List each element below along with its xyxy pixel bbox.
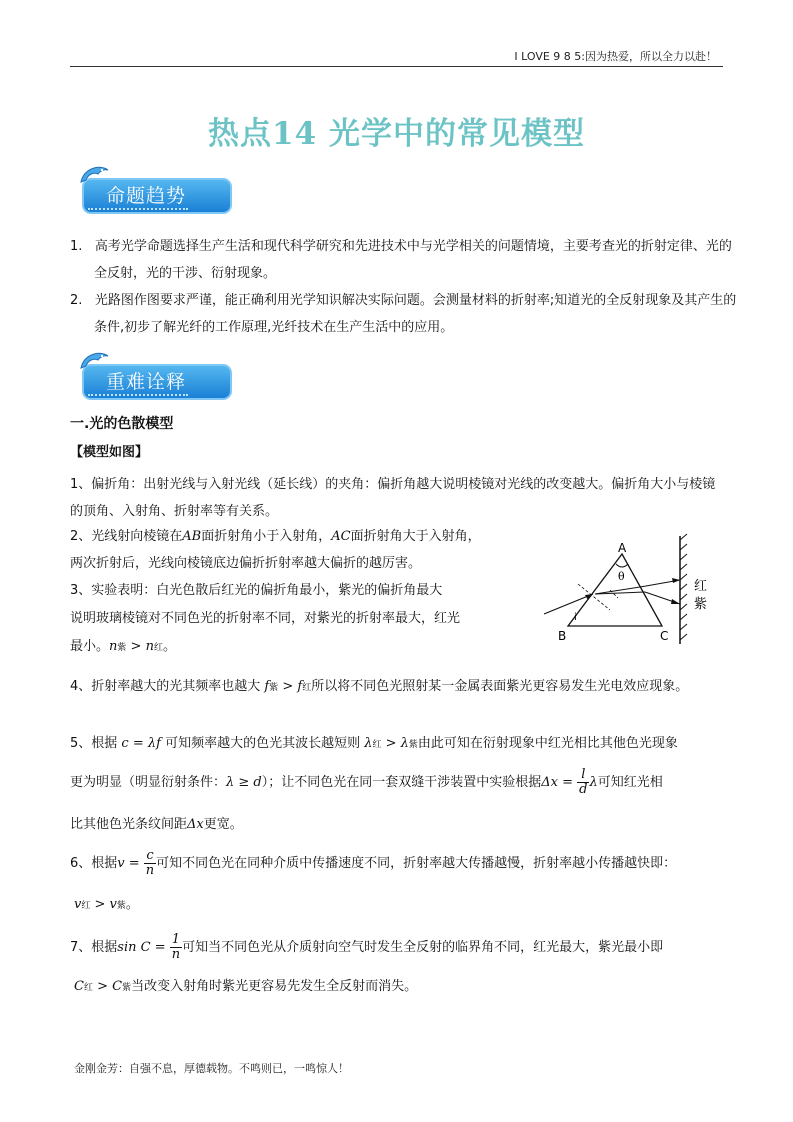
item-3: 3、实验表明：白光色散后红光的偏折角最小，紫光的偏折角最大: [70, 583, 443, 598]
item-5-end: 比其他色光条纹间距Δx更宽。: [70, 817, 243, 832]
label-theta: θ: [618, 570, 625, 583]
item-2-cont: 两次折射后，光线向棱镜底边偏折折射率越大偏折的越厉害。: [70, 556, 422, 571]
header-rule: [70, 66, 723, 67]
item-2: 2、光线射向棱镜在AB面折射角小于入射角，AC面折射角大于入射角，: [70, 529, 481, 544]
label-purple: 紫: [694, 597, 708, 612]
label-A: A: [618, 541, 627, 555]
trend-badge: [78, 164, 234, 216]
trend-badge-label: 命题趋势: [106, 185, 187, 207]
item-6-end: v红 > v紫。: [74, 897, 139, 912]
section-title: 一.光的色散模型: [70, 416, 174, 432]
trend-item-2: 2. 光路图作图要求严谨，能正确利用光学知识解决实际问题。会测量材料的折射率;知道光的全反射现象及其产生的条件,初步了解光纤的工作原理,光纤技术在生产生活中的应用。: [70, 293, 737, 335]
item-6: 6、根据v = $\frac{c}{n}$ 可知不同色光在同种介质中传播速度不同，折射率越大传播越慢，折射率越小传播越快即：: [70, 848, 677, 878]
page-header: I LOVE 9 8 5:因为热爱，所以全力以赴！: [514, 50, 717, 63]
label-C: C: [660, 629, 669, 643]
item-3-end: 最小。n紫 > n红。: [70, 639, 176, 654]
label-i: i: [574, 612, 577, 623]
label-B: B: [558, 629, 567, 643]
label-red: 红: [694, 579, 708, 594]
page-title: 热点14 光学中的常见模型: [208, 116, 585, 152]
item-7-end: C红 > C紫当改变入射角时紫光更容易先发生全反射而消失。: [74, 979, 418, 994]
section-subtitle: 【模型如图】: [70, 445, 149, 460]
item-1: 1、偏折角：出射光线与入射光线（延长线）的夹角：偏折角越大说明棱镜对光线的改变越大。偏折角大小与棱镜的顶角、入射角、折射率等有关系。: [70, 477, 716, 519]
item-7: 7、根据sin C = $\frac{1}{n}$ 可知当不同色光从介质射向空气时发生全反射的临界角不同，红光最大，紫光最小即: [70, 932, 664, 962]
explain-badge: [78, 350, 234, 402]
page-footer: 金刚金芳：自强不息，厚德载物。不鸣则已，一鸣惊人！: [74, 1062, 349, 1075]
prism-diagram: [538, 532, 718, 648]
item-5: 5、根据 c = λf 可知频率越大的色光其波长越短则 λ红 > λ紫由此可知在衍射现象中红光相比其他色光现象: [70, 736, 678, 751]
item-5-cont: 更为明显（明显衍射条件：λ ≥ d）；让不同色光在同一套双缝干涉装置中实验根据Δx = $\frac{l}{d}$ λ可知红光相: [70, 767, 663, 797]
trend-item-1: 1. 高考光学命题选择生产生活和现代科学研究和先进技术中与光学相关的问题情境，主要考查光的折射定律、光的全反射，光的干涉、衍射现象。: [70, 239, 732, 281]
explain-badge-label: 重难诠释: [106, 371, 187, 393]
item-4: 4、折射率越大的光其频率也越大 f紫 > f红所以将不同色光照射某一金属表面紫光更容易发生光电效应现象。: [70, 679, 689, 694]
item-3-cont: 说明玻璃棱镜对不同色光的折射率不同，对紫光的折射率最大，红光: [70, 611, 461, 626]
